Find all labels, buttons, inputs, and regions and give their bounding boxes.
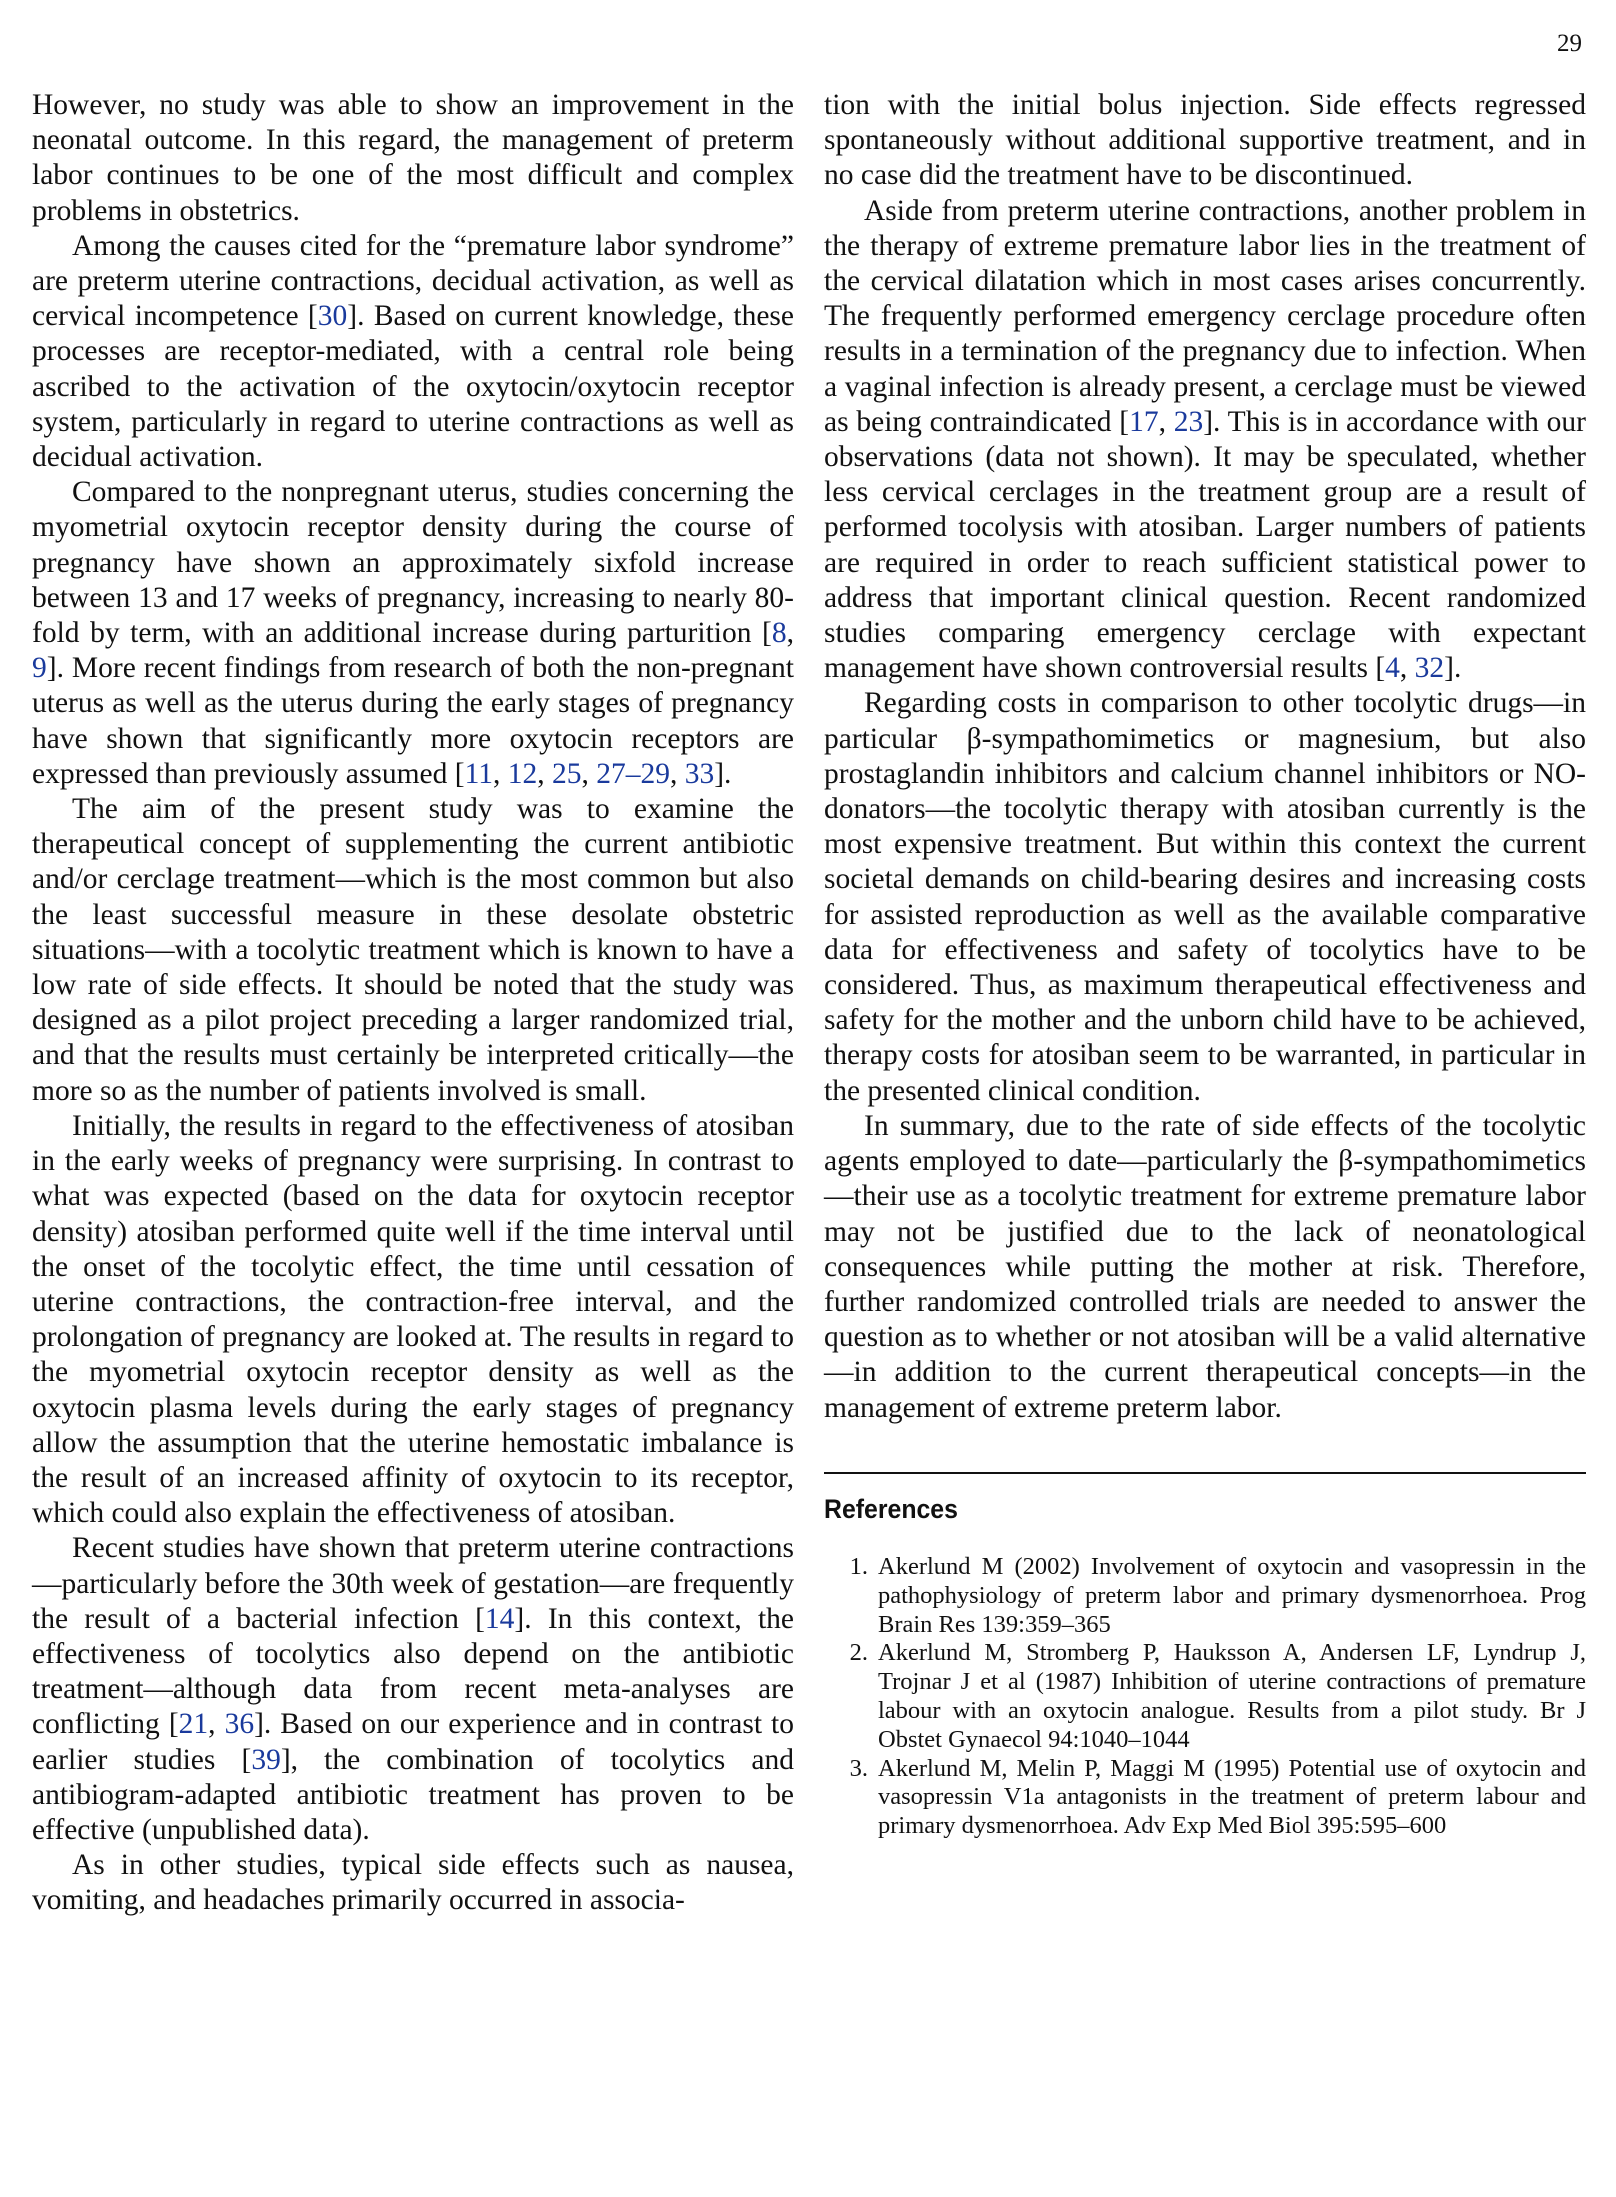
reference-text: Akerlund M, Melin P, Maggi M (1995) Potential use of oxytocin and vasopressin V1a antagonists in the treatment of preterm labour and primary dysmenorrhoea. Adv Exp Med Biol 395:595–600 bbox=[878, 1754, 1586, 1840]
paragraph-text: As in other studies, typical side effects such as nausea, vomiting, and headaches primarily occurred in associa- bbox=[32, 1849, 794, 1917]
citation-link[interactable]: 14 bbox=[484, 1602, 515, 1635]
paragraph-text: The aim of the present study was to examine the therapeutical concept of supplementing the current antibiotic and/or cerclage treatment—which is the most common but also the least successful measure in these desolate obstetric situations—with a tocolytic treatment which is known to have a low rate of side effects. It should be noted that the study was designed as a pilot project preceding a larger randomized trial, and that the results must certainly be interpreted critically—the more so as the number of patients involved is small. bbox=[32, 793, 794, 1107]
references-list bbox=[824, 1553, 1586, 1841]
paragraph-text: , bbox=[537, 757, 552, 790]
right-column-body bbox=[824, 88, 1586, 1426]
paragraph bbox=[32, 1848, 794, 1918]
citation-link[interactable]: 12 bbox=[507, 757, 538, 790]
reference-text: Akerlund M (2002) Involvement of oxytocin and vasopressin in the pathophysiology of preterm labor and primary dysmenorrhoea. Prog Brain Res 139:359–365 bbox=[878, 1552, 1586, 1638]
left-column bbox=[32, 88, 794, 1919]
paragraph bbox=[32, 88, 794, 229]
references-divider bbox=[824, 1472, 1586, 1474]
paragraph-text: Aside from preterm uterine contractions, another problem in the therapy of extreme premature labor lies in the treatment of the cervical dilatation which in most cases arises concurrently. The frequently performed emergency cerclage procedure often results in a termination of the pregnancy due to infection. When a vaginal infection is already present, a cerclage must be viewed as being contraindicated [ bbox=[824, 194, 1586, 438]
citation-link[interactable]: 27–29 bbox=[596, 757, 670, 790]
citation-link[interactable]: 25 bbox=[551, 757, 582, 790]
paragraph-text: ]. Based on current knowledge, these processes are receptor-mediated, with a central role being ascribed to the activation of the oxytocin/oxytocin receptor system, particularly in regard to uterine contractions as well as decidual activation. bbox=[32, 300, 794, 474]
reference-number: 3. bbox=[849, 1754, 868, 1782]
paragraph-text: , bbox=[581, 757, 597, 790]
paragraph-text: ], the combination of tocolytics and antibiogram-adapted antibiotic treatment has proven to be effective (unpublished data). bbox=[32, 1743, 794, 1846]
paragraph-text: , bbox=[669, 757, 685, 790]
citation-link[interactable]: 23 bbox=[1173, 405, 1204, 438]
paragraph-text: ]. In this context, the effectiveness of tocolytics also depend on the antibiotic treatment—although data from recent meta-analyses are conflicting [ bbox=[32, 1602, 794, 1741]
citation-link[interactable]: 30 bbox=[317, 300, 348, 333]
page-number: 29 bbox=[1557, 30, 1582, 57]
reference-item bbox=[824, 1639, 1586, 1754]
citation-link[interactable]: 21 bbox=[178, 1708, 209, 1741]
citation-link[interactable]: 17 bbox=[1129, 405, 1159, 438]
paragraph-text: Recent studies have shown that preterm uterine contractions—particularly before the 30th week of gestation—are frequently the result of a bacterial infection [ bbox=[32, 1532, 794, 1635]
paragraph-text: Initially, the results in regard to the effectiveness of atosiban in the early weeks of pregnancy were surprising. In contrast to what was expected (based on the data for oxytocin receptor density) atosiban performed quite well if the time interval until the onset of the tocolytic effect, the time until cessation of uterine contractions, the contraction-free interval, and the prolongation of pregnancy are looked at. The results in regard to the myometrial oxytocin receptor density as well as the oxytocin plasma levels during the early stages of pregnancy allow the assumption that the uterine hemostatic imbalance is the result of an increased affinity of oxytocin to its receptor, which could also explain the effectiveness of atosiban. bbox=[32, 1109, 794, 1530]
paragraph bbox=[824, 1109, 1586, 1426]
citation-link[interactable]: 4 bbox=[1385, 652, 1400, 685]
paragraph bbox=[824, 88, 1586, 194]
citation-link[interactable]: 11 bbox=[464, 757, 493, 790]
citation-link[interactable]: 36 bbox=[224, 1708, 255, 1741]
reference-item bbox=[824, 1755, 1586, 1841]
paragraph-text: tion with the initial bolus injection. Side effects regressed spontaneously without additional supportive treatment, and in no case did the treatment have to be discontinued. bbox=[824, 89, 1586, 192]
paragraph-text: ]. More recent findings from research of both the non-pregnant uterus as well as the uterus during the early stages of pregnancy have shown that significantly more oxytocin receptors are expressed than previously assumed [ bbox=[32, 652, 794, 790]
paragraph-text: , bbox=[492, 757, 508, 790]
citation-link[interactable]: 33 bbox=[684, 757, 715, 790]
paragraph-text: , bbox=[208, 1708, 225, 1741]
paragraph bbox=[824, 194, 1586, 687]
paragraph-text: Compared to the nonpregnant uterus, studies concerning the myometrial oxytocin receptor density during the course of pregnancy have shown an approximately sixfold increase between 13 and 17 weeks of pregnancy, increasing to nearly 80-fold by term, with an additional increase during parturition [ bbox=[32, 476, 794, 650]
paragraph-text: ]. This is in accordance with our observations (data not shown). It may be speculated, whether less cervical cerclages in the treatment group are a result of performed tocolysis with atosiban. Larger numbers of patients are required in order to reach sufficient statistical power to address that important clinical question. Recent randomized studies comparing emergency cerclage with expectant management have shown controversial results [ bbox=[824, 405, 1587, 685]
citation-link[interactable]: 9 bbox=[32, 652, 47, 685]
paragraph bbox=[32, 1531, 794, 1848]
paragraph bbox=[32, 475, 794, 792]
paragraph-text: However, no study was able to show an improvement in the neonatal outcome. In this regard, the management of preterm labor continues to be one of the most difficult and complex problems in obstetrics. bbox=[32, 89, 794, 227]
citation-link[interactable]: 39 bbox=[251, 1743, 281, 1776]
paragraph-text: ]. bbox=[1444, 652, 1462, 685]
paragraph-text: Among the causes cited for the “premature labor syndrome” are preterm uterine contractions, decidual activation, as well as cervical incompetence [ bbox=[32, 229, 794, 333]
citation-link[interactable]: 8 bbox=[771, 617, 787, 650]
references-heading: References bbox=[824, 1493, 958, 1524]
right-column bbox=[824, 88, 1586, 1841]
paragraph-text: , bbox=[1158, 405, 1174, 438]
citation-link[interactable]: 32 bbox=[1414, 652, 1445, 685]
paragraph-text: ]. Based on our experience and in contrast to earlier studies [ bbox=[32, 1708, 794, 1776]
paragraph-text: In summary, due to the rate of side effects of the tocolytic agents employed to date—particularly the β-sympathomimetics—their use as a tocolytic treatment for extreme premature labor may not be justified due to the lack of neonatological consequences while putting the mother at risk. Therefore, further randomized controlled trials are needed to answer the question as to whether or not atosiban will be a valid alternative —in addition to the current therapeutical concepts—in the management of extreme preterm labor. bbox=[824, 1109, 1586, 1424]
paragraph-text: ]. bbox=[714, 757, 732, 790]
reference-number: 2. bbox=[849, 1639, 868, 1667]
reference-item bbox=[824, 1553, 1586, 1639]
reference-text: Akerlund M, Stromberg P, Hauksson A, Andersen LF, Lyndrup J, Trojnar J et al (1987) Inhibition of uterine contractions of premature labour with an oxytocin analogue. Results from a pilot study. Br J Obstet Gynaecol 94:1040–1044 bbox=[878, 1639, 1586, 1753]
reference-number: 1. bbox=[849, 1552, 868, 1580]
paragraph bbox=[824, 686, 1586, 1108]
paragraph bbox=[32, 792, 794, 1109]
paragraph bbox=[32, 1109, 794, 1531]
paragraph-text: , bbox=[1399, 652, 1415, 685]
paragraph-text: , bbox=[786, 617, 794, 650]
paragraph bbox=[32, 229, 794, 475]
paragraph-text: Regarding costs in comparison to other tocolytic drugs—in particular β-sympathomimetics or magnesium, but also prostaglandin inhibitors and calcium channel inhibitors or NO-donators—the tocolytic therapy with atosiban currently is the most expensive treatment. But within this context the current societal demands on child-bearing desires and increasing costs for assisted reproduction as well as the available comparative data for effectiveness and safety of tocolytics have to be considered. Thus, as maximum therapeutical effectiveness and safety for the mother and the unborn child have to be achieved, therapy costs for atosiban seem to be warranted, in particular in the presented clinical condition. bbox=[824, 687, 1586, 1107]
